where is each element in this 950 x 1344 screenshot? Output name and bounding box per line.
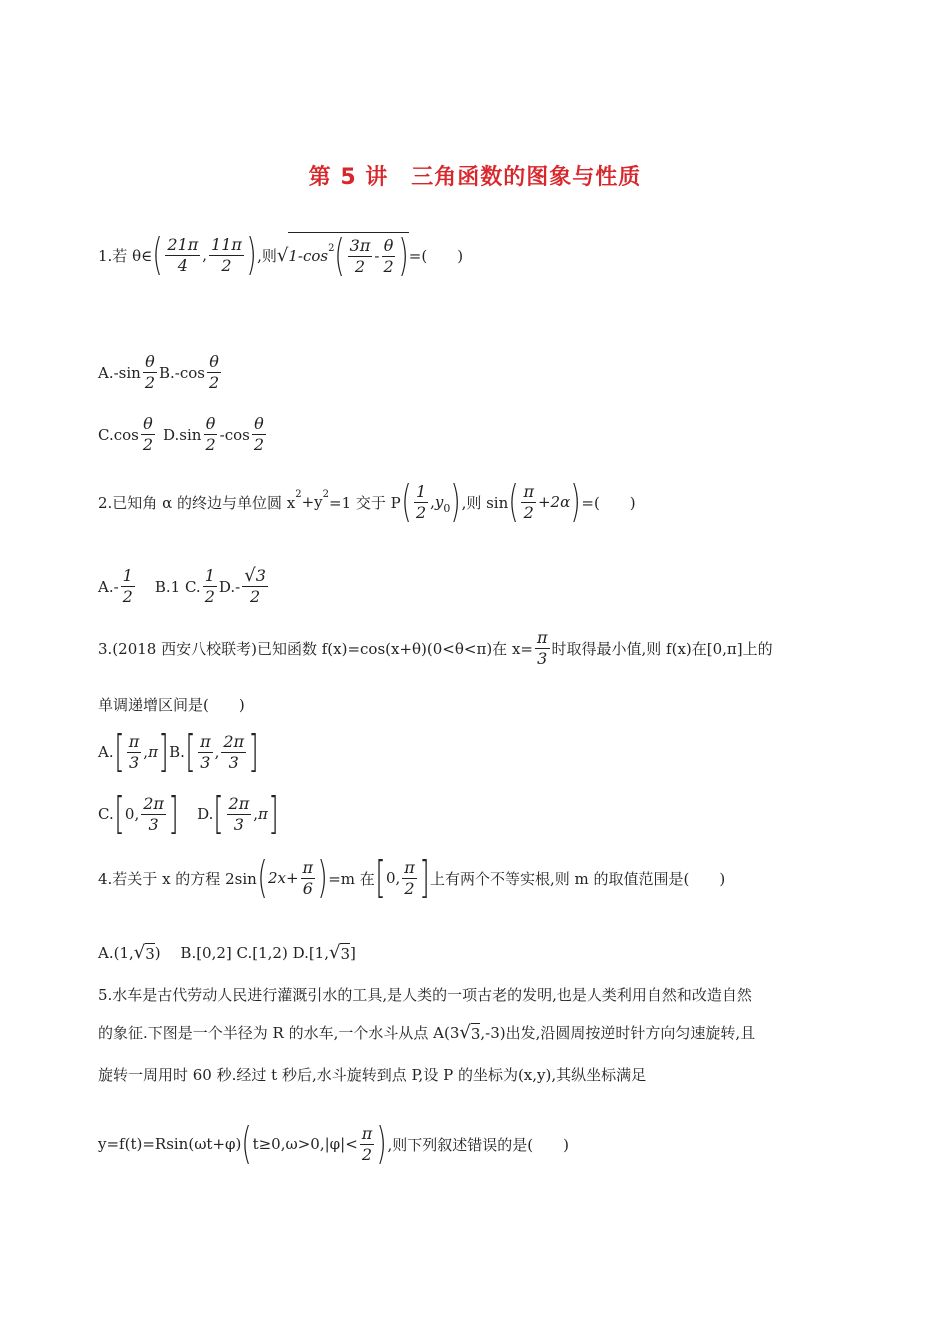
radicand: 1-cos 2 ( $\frac{3\pi}{2}$ - $\frac{\theta}{2}$ )	[288, 230, 409, 281]
question-5-line4: y=f(t)=Rsin(ωt+φ) ( t≥0,ω>0,|φ|< $\frac{\pi}{2}$ ) ,则下列叙述错误的是( )	[98, 1118, 569, 1169]
question-1-stem: 1.若 θ∈ ( $\frac{21\pi}{4}$ , $\frac{11\pi}{2}$ ) ,则 √ 1-cos 2 ( $\frac{3\pi}{2}$ - $\frac{\theta}{2}$ ) =( )	[98, 229, 464, 281]
q1-suffix: =( )	[408, 246, 464, 265]
paren-open: (	[152, 229, 163, 280]
sqrt-icon: √	[276, 244, 289, 266]
question-5-line2: 的象征.下图是一个半径为 R 的水车,一个水斗从点 A(3 √ 3 ,-3)出发,沿圆周按逆时针方向匀速旋转,且	[98, 1022, 756, 1043]
fraction: $\frac{21\pi}{4}$	[167, 234, 199, 275]
paren-close: )	[246, 229, 257, 280]
question-4-stem: 4.若关于 x 的方程 2sin ( 2x+ $\frac{\pi}{6}$ ) =m 在 [ 0, $\frac{\pi}{2}$ ] 上有两个不等实根,则 m 的取值范围是( )	[98, 852, 726, 903]
q4-options: A.(1, √ 3 ) B.[0,2] C.[1,2) D.[1, √ 3 ]	[98, 942, 356, 963]
q1-prefix: 1.若 θ∈	[98, 246, 153, 265]
q2-options: A.- $\frac{1}{2}$ B.1 C. $\frac{1}{2}$ D.- $\frac{√3}{2}$	[98, 565, 266, 606]
q1-options-cd: C.cos $\frac{\theta}{2}$ D.sin $\frac{\theta}{2}$ -cos $\frac{\theta}{2}$	[98, 414, 265, 454]
fraction: $\frac{11\pi}{2}$	[211, 234, 242, 275]
question-5-line3: 旋转一周用时 60 秒.经过 t 秒后,水斗旋转到点 P,设 P 的坐标为(x,y),其纵坐标满足	[98, 1066, 647, 1084]
question-5-line1: 5.水车是古代劳动人民进行灌溉引水的工具,是人类的一项古老的发明,也是人类利用自然和改造自然	[98, 986, 752, 1004]
q1-options-ab: A.-sin $\frac{\theta}{2}$ B.-cos $\frac{\theta}{2}$	[98, 352, 220, 392]
q3-options-cd: C. [ 0 , $\frac{2\pi}{3}$ ] D. [ $\frac{2\pi}{3}$ , π ]	[98, 788, 279, 839]
question-2-stem: 2.已知角 α 的终边与单位圆 x 2 +y 2 =1 交于 P ( $\frac{1}{2}$ , y 0 ) ,则 sin ( $\frac{\pi}{2}$ +2α ) =( )	[98, 476, 636, 527]
question-3-line2: 单调递增区间是( )	[98, 696, 245, 714]
q1-mid: ,则	[257, 246, 277, 265]
page-title: 第 5 讲 三角函数的图象与性质	[308, 165, 642, 190]
q3-options-ab: A. [ $\frac{\pi}{3}$ , π ] B. [ $\frac{\pi}{3}$ , $\frac{2\pi}{3}$ ]	[98, 726, 259, 777]
question-3-stem: 3.(2018 西安八校联考)已知函数 f(x)=cos(x+θ)(0<θ<π)在 x= $\frac{\pi}{3}$ 时取得最小值,则 f(x)在[0,π]上的	[98, 628, 773, 668]
